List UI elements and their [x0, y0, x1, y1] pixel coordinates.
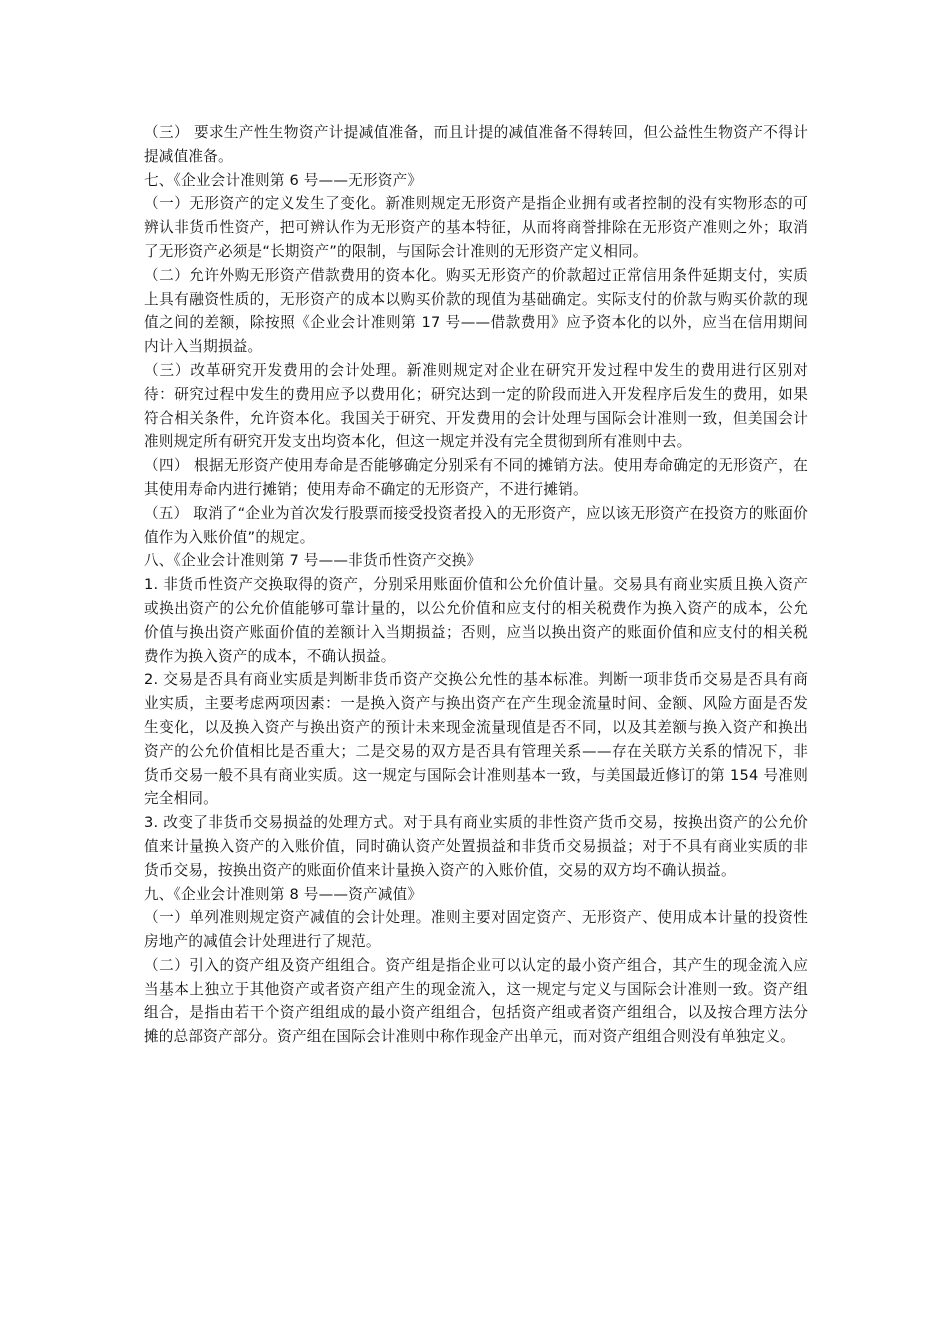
paragraph-intangible-definition: （一）无形资产的定义发生了变化。新准则规定无形资产是指企业拥有或者控制的没有实物形态的可辨认非货币性资产，把可辨认作为无形资产的基本特征，从而将商誉排除在无形资产准则之外；取消了无形资产必须是“长期资产”的限制，与国际会计准则的无形资产定义相同。	[144, 195, 808, 260]
paragraph-amortization-method: （四） 根据无形资产使用寿命是否能够确定分别采有不同的摊销方法。使用寿命确定的无形资产，在其使用寿命内进行摊销；使用寿命不确定的无形资产，不进行摊销。	[144, 457, 808, 498]
section-heading-intangible-assets: 七、《企业会计准则第 6 号——无形资产》	[144, 171, 423, 189]
section-heading-nonmonetary-exchange: 八、《企业会计准则第 7 号——非货币性资产交换》	[144, 552, 482, 570]
paragraph-ipo-intangible-rule: （五） 取消了“企业为首次发行股票而接受投资者投入的无形资产，应以该无形资产在投资方的账面价值作为入账价值”的规定。	[144, 504, 808, 546]
paragraph-biological-asset-impairment: （三） 要求生产性生物资产计提减值准备，而且计提的减值准备不得转回，但公益性生物资产不得计提减值准备。	[144, 124, 808, 165]
paragraph-rd-accounting: （三）改革研究开发费用的会计处理。新准则规定对企业在研究开发过程中发生的费用进行区别对待：研究过程中发生的费用应予以费用化；研究达到一定的阶段而进入开发程序后发生的费用，如果符合相关条件，允许资本化。我国关于研究、开发费用的会计处理与国际会计准则一致，但美国会计准则规定所有研究开发支出均资本化，但这一规定并没有完全贯彻到所有准则中去。	[144, 361, 808, 451]
section-heading-asset-impairment: 九、《企业会计准则第 8 号——资产减值》	[144, 885, 423, 903]
paragraph-asset-group: （二）引入的资产组及资产组组合。资产组是指企业可以认定的最小资产组合，其产生的现金流入应当基本上独立于其他资产或者资产组产生的现金流入，这一规定与定义与国际会计准则一致。资产组组合，是指由若干个资产组组成的最小资产组组合，包括资产组或者资产组组合，以及按合理方法分摊的总部资产部分。资产组在国际会计准则中称作现金产出单元，而对资产组组合则没有单独定义。	[144, 956, 808, 1046]
paragraph-borrowing-cost-capitalization: （二）允许外购无形资产借款费用的资本化。购买无形资产的价款超过正常信用条件延期支付，实质上具有融资性质的，无形资产的成本以购买价款的现值为基础确定。实际支付的价款与购买价款的现值之间的差额，除按照《企业会计准则第 17 号——借款费用》应予资本化的以外，应当在信用期间内计入当期损益。	[144, 266, 808, 356]
paragraph-commercial-substance: 2. 交易是否具有商业实质是判断非货币资产交换公允性的基本标准。判断一项非货币交易是否具有商业实质，主要考虑两项因素：一是换入资产与换出资产在产生现金流量时间、金额、风险方面是否发生变化，以及换入资产与换出资产的预计未来现金流量现值是否不同，以及其差额与换入资产和换出资产的公允价值相比是否重大；二是交易的双方是否具有管理关系——存在关联方关系的情况下，非货币交易一般不具有商业实质。这一规定与国际会计准则基本一致，与美国最近修订的第 154 号准则完全相同。	[144, 671, 808, 808]
document-body	[144, 121, 808, 1049]
paragraph-exchange-measurement: 1. 非货币性资产交换取得的资产，分别采用账面价值和公允价值计量。交易具有商业实质且换入资产或换出资产的公允价值能够可靠计量的，以公允价值和应支付的相关税费作为换入资产的成本，公允价值与换出资产账面价值的差额计入当期损益；否则，应当以换出资产的账面价值和应支付的相关税费作为换入资产的成本，不确认损益。	[144, 576, 808, 665]
paragraph-impairment-standalone: （一）单列准则规定资产减值的会计处理。准则主要对固定资产、无形资产、使用成本计量的投资性房地产的减值会计处理进行了规范。	[144, 909, 808, 951]
paragraph-exchange-gain-loss: 3. 改变了非货币交易损益的处理方式。对于具有商业实质的非性资产货币交易，按换出资产的公允价值来计量换入资产的入账价值，同时确认资产处置损益和非货币交易损益；对于不具有商业实质的非货币交易，按换出资产的账面价值来计量换入资产的入账价值，交易的双方均不确认损益。	[144, 814, 808, 879]
